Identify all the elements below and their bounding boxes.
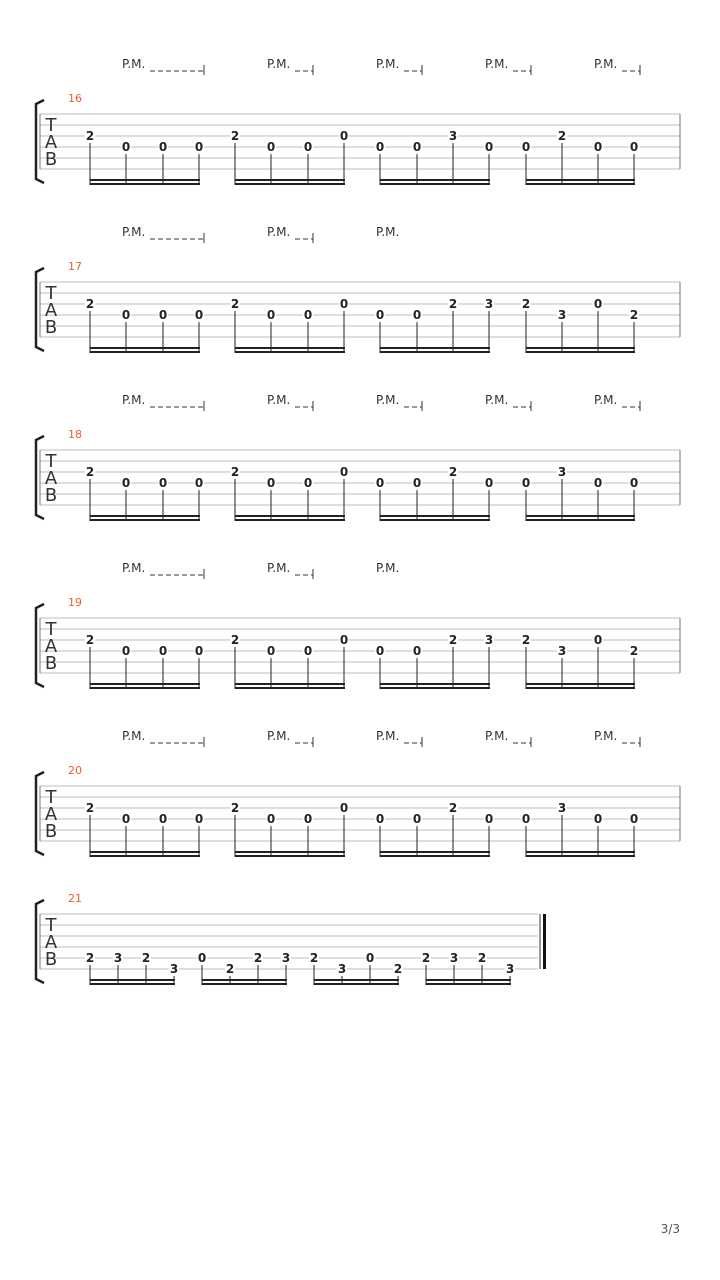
tab-clef-letter: A xyxy=(44,804,58,825)
measure-number: 16 xyxy=(68,92,82,105)
palm-mute-label: P.M. xyxy=(122,393,146,407)
fret-number: 0 xyxy=(375,308,385,322)
fret-number: 3 xyxy=(448,129,458,143)
palm-mute-label: P.M. xyxy=(376,225,400,239)
palm-mute-label: P.M. xyxy=(267,729,291,743)
fret-number: 0 xyxy=(194,812,204,826)
tab-clef-letter: B xyxy=(44,821,58,842)
palm-mute-label: P.M. xyxy=(376,57,400,71)
fret-number: 0 xyxy=(375,476,385,490)
fret-number: 0 xyxy=(266,476,276,490)
fret-number: 3 xyxy=(113,951,123,965)
beam-primary xyxy=(526,519,635,521)
measure-number: 18 xyxy=(68,428,82,441)
fret-number: 0 xyxy=(339,633,349,647)
palm-mute-label: P.M. xyxy=(267,561,291,575)
palm-mute-label: P.M. xyxy=(122,225,146,239)
tab-clef-letter: B xyxy=(44,317,58,338)
fret-number: 0 xyxy=(266,644,276,658)
tab-system-16 xyxy=(36,57,680,185)
tab-clef-letter: A xyxy=(44,636,58,657)
palm-mute-label: P.M. xyxy=(122,561,146,575)
fret-number: 0 xyxy=(375,812,385,826)
beam-primary xyxy=(202,983,287,985)
beam-primary xyxy=(380,687,490,689)
fret-number: 2 xyxy=(230,633,240,647)
tab-system-21 xyxy=(36,892,546,985)
fret-number: 0 xyxy=(593,476,603,490)
fret-number: 0 xyxy=(521,476,531,490)
fret-number: 0 xyxy=(365,951,375,965)
measure-number: 19 xyxy=(68,596,82,609)
palm-mute-label: P.M. xyxy=(594,57,618,71)
tab-system-17 xyxy=(36,225,680,353)
fret-number: 0 xyxy=(121,308,131,322)
fret-number: 0 xyxy=(593,633,603,647)
fret-number: 2 xyxy=(557,129,567,143)
page-number: 3/3 xyxy=(660,1222,680,1236)
fret-number: 0 xyxy=(339,297,349,311)
fret-number: 0 xyxy=(158,308,168,322)
beam-secondary xyxy=(235,515,345,517)
fret-number: 2 xyxy=(85,801,95,815)
fret-number: 0 xyxy=(158,644,168,658)
fret-number: 2 xyxy=(521,633,531,647)
fret-number: 2 xyxy=(230,297,240,311)
fret-number: 0 xyxy=(194,644,204,658)
palm-mute-label: P.M. xyxy=(267,225,291,239)
fret-number: 0 xyxy=(412,644,422,658)
fret-number: 0 xyxy=(629,476,639,490)
fret-number: 2 xyxy=(448,633,458,647)
fret-number: 0 xyxy=(629,140,639,154)
fret-number: 2 xyxy=(393,962,403,976)
fret-number: 0 xyxy=(194,140,204,154)
measure-number: 21 xyxy=(68,892,82,905)
fret-number: 2 xyxy=(477,951,487,965)
tab-clef-letter: B xyxy=(44,485,58,506)
beam-secondary xyxy=(235,179,345,181)
fret-number: 0 xyxy=(484,476,494,490)
palm-mute-label: P.M. xyxy=(376,561,400,575)
fret-number: 3 xyxy=(557,644,567,658)
measure-number: 17 xyxy=(68,260,82,273)
fret-number: 3 xyxy=(449,951,459,965)
fret-number: 0 xyxy=(266,140,276,154)
fret-number: 2 xyxy=(85,633,95,647)
beam-primary xyxy=(380,519,490,521)
palm-mute-label: P.M. xyxy=(485,393,509,407)
fret-number: 2 xyxy=(448,465,458,479)
beam-secondary xyxy=(235,683,345,685)
fret-number: 0 xyxy=(375,644,385,658)
beam-primary xyxy=(235,855,345,857)
fret-number: 0 xyxy=(158,812,168,826)
fret-number: 0 xyxy=(593,812,603,826)
beam-primary xyxy=(90,983,175,985)
fret-number: 2 xyxy=(230,465,240,479)
fret-number: 0 xyxy=(593,297,603,311)
fret-number: 2 xyxy=(85,297,95,311)
beam-secondary xyxy=(235,347,345,349)
fret-number: 2 xyxy=(521,297,531,311)
palm-mute-label: P.M. xyxy=(122,57,146,71)
fret-number: 0 xyxy=(121,812,131,826)
fret-number: 3 xyxy=(505,962,515,976)
palm-mute-label: P.M. xyxy=(376,393,400,407)
tab-clef-letter: A xyxy=(44,468,58,489)
beam-secondary xyxy=(426,979,511,981)
fret-number: 2 xyxy=(230,801,240,815)
beam-primary xyxy=(90,519,200,521)
beam-primary xyxy=(526,183,635,185)
fret-number: 3 xyxy=(169,962,179,976)
beam-primary xyxy=(235,519,345,521)
beam-secondary xyxy=(90,179,200,181)
fret-number: 0 xyxy=(303,644,313,658)
tab-clef-letter: B xyxy=(44,149,58,170)
palm-mute-label: P.M. xyxy=(594,393,618,407)
fret-number: 0 xyxy=(303,476,313,490)
beam-primary xyxy=(90,687,200,689)
beam-secondary xyxy=(90,515,200,517)
tab-clef-letter: T xyxy=(45,619,57,640)
beam-secondary xyxy=(380,683,490,685)
beam-secondary xyxy=(526,347,635,349)
fret-number: 0 xyxy=(303,140,313,154)
fret-number: 0 xyxy=(484,140,494,154)
fret-number: 3 xyxy=(484,297,494,311)
fret-number: 0 xyxy=(194,476,204,490)
beam-secondary xyxy=(314,979,399,981)
beam-secondary xyxy=(202,979,287,981)
fret-number: 3 xyxy=(557,465,567,479)
fret-number: 0 xyxy=(121,644,131,658)
fret-number: 0 xyxy=(375,140,385,154)
tab-clef-letter: A xyxy=(44,300,58,321)
beam-primary xyxy=(314,983,399,985)
fret-number: 0 xyxy=(194,308,204,322)
fret-number: 0 xyxy=(303,308,313,322)
fret-number: 0 xyxy=(412,140,422,154)
tab-clef-letter: T xyxy=(45,115,57,136)
fret-number: 3 xyxy=(337,962,347,976)
fret-number: 0 xyxy=(158,476,168,490)
beam-secondary xyxy=(90,979,175,981)
tab-clef-letter: T xyxy=(45,915,57,936)
fret-number: 3 xyxy=(557,801,567,815)
beam-secondary xyxy=(526,683,635,685)
fret-number: 2 xyxy=(309,951,319,965)
tab-system-19 xyxy=(36,561,680,689)
beam-secondary xyxy=(526,851,635,853)
beam-secondary xyxy=(90,683,200,685)
beam-secondary xyxy=(380,515,490,517)
beam-primary xyxy=(526,351,635,353)
beam-primary xyxy=(90,183,200,185)
fret-number: 0 xyxy=(266,308,276,322)
final-barline-thick xyxy=(543,914,546,969)
beam-primary xyxy=(380,351,490,353)
beam-primary xyxy=(90,855,200,857)
fret-number: 0 xyxy=(484,812,494,826)
beam-primary xyxy=(235,183,345,185)
palm-mute-label: P.M. xyxy=(267,393,291,407)
fret-number: 0 xyxy=(339,129,349,143)
beam-primary xyxy=(235,687,345,689)
fret-number: 2 xyxy=(253,951,263,965)
tab-clef-letter: T xyxy=(45,787,57,808)
fret-number: 2 xyxy=(448,801,458,815)
beam-secondary xyxy=(380,347,490,349)
fret-number: 2 xyxy=(448,297,458,311)
fret-number: 0 xyxy=(303,812,313,826)
fret-number: 2 xyxy=(141,951,151,965)
beam-primary xyxy=(526,687,635,689)
fret-number: 0 xyxy=(197,951,207,965)
fret-number: 3 xyxy=(281,951,291,965)
fret-number: 2 xyxy=(85,129,95,143)
tab-clef-letter: A xyxy=(44,932,58,953)
fret-number: 2 xyxy=(421,951,431,965)
tab-clef-letter: A xyxy=(44,132,58,153)
fret-number: 0 xyxy=(266,812,276,826)
palm-mute-label: P.M. xyxy=(376,729,400,743)
fret-number: 2 xyxy=(629,644,639,658)
beam-primary xyxy=(380,183,490,185)
fret-number: 2 xyxy=(230,129,240,143)
tab-clef-letter: B xyxy=(44,949,58,970)
beam-primary xyxy=(426,983,511,985)
beam-secondary xyxy=(380,851,490,853)
palm-mute-label: P.M. xyxy=(594,729,618,743)
fret-number: 0 xyxy=(158,140,168,154)
fret-number: 0 xyxy=(412,476,422,490)
palm-mute-label: P.M. xyxy=(267,57,291,71)
fret-number: 0 xyxy=(121,140,131,154)
beam-secondary xyxy=(526,515,635,517)
tab-clef-letter: T xyxy=(45,451,57,472)
beam-primary xyxy=(90,351,200,353)
tab-clef-letter: B xyxy=(44,653,58,674)
palm-mute-label: P.M. xyxy=(122,729,146,743)
fret-number: 2 xyxy=(85,465,95,479)
tab-clef-letter: T xyxy=(45,283,57,304)
beam-secondary xyxy=(90,347,200,349)
fret-number: 0 xyxy=(593,140,603,154)
fret-number: 0 xyxy=(629,812,639,826)
fret-number: 0 xyxy=(339,465,349,479)
fret-number: 2 xyxy=(225,962,235,976)
fret-number: 0 xyxy=(412,308,422,322)
beam-secondary xyxy=(380,179,490,181)
fret-number: 0 xyxy=(339,801,349,815)
beam-secondary xyxy=(90,851,200,853)
fret-number: 0 xyxy=(521,812,531,826)
palm-mute-label: P.M. xyxy=(485,729,509,743)
fret-number: 0 xyxy=(521,140,531,154)
beam-primary xyxy=(380,855,490,857)
measure-number: 20 xyxy=(68,764,82,777)
beam-primary xyxy=(235,351,345,353)
fret-number: 3 xyxy=(557,308,567,322)
fret-number: 0 xyxy=(121,476,131,490)
fret-number: 3 xyxy=(484,633,494,647)
beam-primary xyxy=(526,855,635,857)
tab-system-18 xyxy=(36,393,680,521)
palm-mute-label: P.M. xyxy=(485,57,509,71)
beam-secondary xyxy=(526,179,635,181)
fret-number: 2 xyxy=(629,308,639,322)
fret-number: 0 xyxy=(412,812,422,826)
fret-number: 2 xyxy=(85,951,95,965)
beam-secondary xyxy=(235,851,345,853)
tab-system-20 xyxy=(36,729,680,857)
